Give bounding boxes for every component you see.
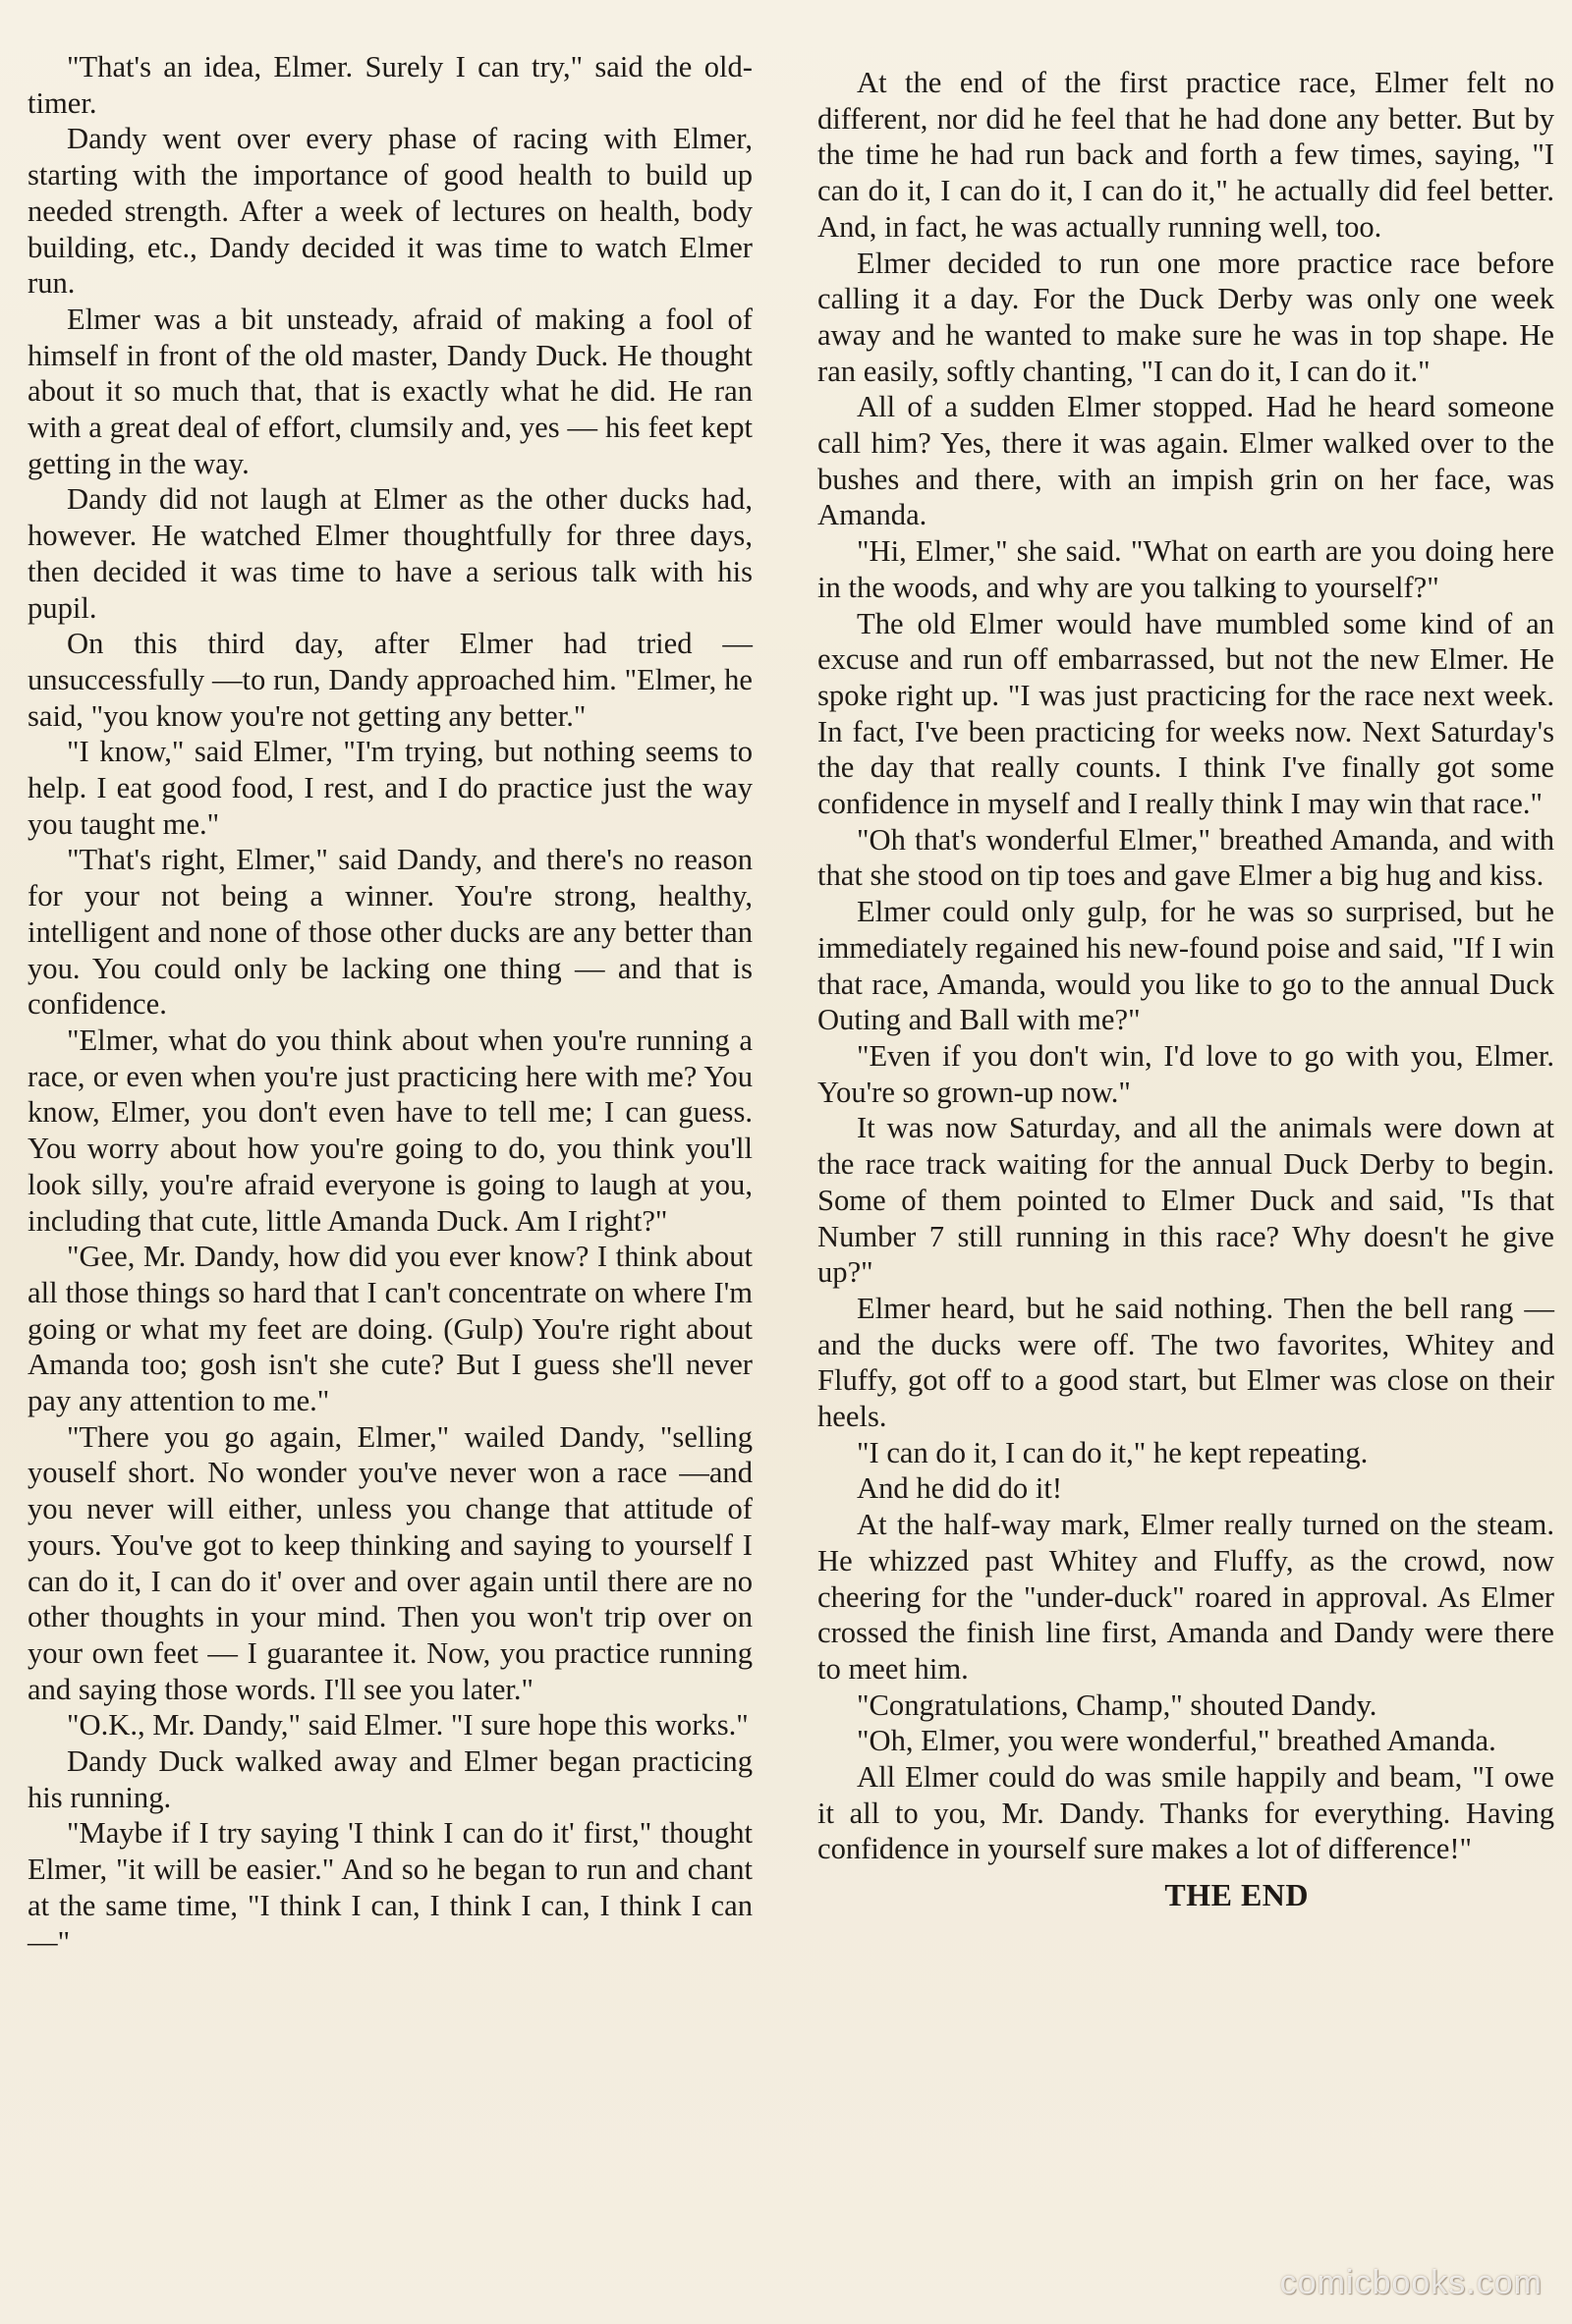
paragraph: On this third day, after Elmer had tried — unsuccessfully —to run, Dandy approached him. "Elmer, he said, "you know you're not getting any better." [28,627,753,733]
paragraph: "Maybe if I try saying 'I think I can do it' first," thought Elmer, "it will be easier." And so he began to run and chant at the same time, "I think I can, I think I can, I think I can —" [28,1816,753,1959]
paragraph: "Oh that's wonderful Elmer," breathed Amanda, and with that she stood on tip toes and gave Elmer a big hug and kiss. [817,822,1554,893]
paragraph: Dandy went over every phase of racing with Elmer, starting with the importance of good health to build up needed strength. After a week of lectures on health, body building, etc., Dandy decided it was time to watch Elmer run. [28,122,753,301]
paragraph: Dandy Duck walked away and Elmer began practicing his running. [28,1744,753,1814]
paragraph: Dandy did not laugh at Elmer as the other ducks had, however. He watched Elmer thoughtfully for three days, then decided it was time to have a serious talk with his pupil. [28,482,753,625]
paragraph: "Even if you don't win, I'd love to go with you, Elmer. You're so grown-up now." [817,1038,1554,1109]
paragraph: "Gee, Mr. Dandy, how did you ever know? I think about all those things so hard that I can't concentrate on where I'm going or what my feet are doing. (Gulp) You're right about Amanda too; gosh isn't she cute? But I guess she'll never pay any attention to me." [28,1240,753,1418]
paragraph: At the half-way mark, Elmer really turned on the steam. He whizzed past Whitey and Fluffy, as the crowd, now cheering for the "under-duck" roared in approval. As Elmer crossed the finish line first, Amanda and Dandy were there to meet him. [817,1508,1554,1686]
paragraph: All Elmer could do was smile happily and beam, "I owe it all to you, Mr. Dandy. Thanks for everything. Having confidence in yourself sure makes a lot of difference!" [817,1760,1554,1866]
site-watermark: comicbooks.com [1279,2264,1543,2301]
paragraph: "Hi, Elmer," she said. "What on earth are you doing here in the woods, and why are you talking to yourself?" [817,534,1554,604]
paragraph: At the end of the first practice race, Elmer felt no different, nor did he feel that he had done any better. But by the time he had run back and forth a few times, saying, "I can do it, I can do it, I can do it," he actually did feel better. And, in fact, he was actually running well, too. [817,66,1554,244]
the-end-label: THE END [1164,1877,1309,1913]
paragraph: "I know," said Elmer, "I'm trying, but nothing seems to help. I eat good food, I rest, and I do practice just the way you taught me." [28,735,753,841]
paragraph: All of a sudden Elmer stopped. Had he heard someone call him? Yes, there it was again. Elmer walked over to the bushes and there, with an impish grin on her face, was Amanda. [817,390,1554,532]
paragraph: Elmer heard, but he said nothing. Then the bell rang — and the ducks were off. The two favorites, Whitey and Fluffy, got off to a good start, but Elmer was close on their heels. [817,1291,1554,1434]
paragraph: Elmer could only gulp, for he was so surprised, but he immediately regained his new-found poise and said, "If I win that race, Amanda, would you like to go to the annual Duck Outing and Ball with me?" [817,895,1554,1037]
paragraph: "O.K., Mr. Dandy," said Elmer. "I sure hope this works." [67,1708,749,1743]
left-text-column [28,49,753,1960]
paragraph: "That's an idea, Elmer. Surely I can try," said the old-timer. [28,50,753,120]
paragraph: And he did do it! [857,1471,1063,1506]
right-text-column [817,65,1554,1913]
paragraph: Elmer was a bit unsteady, afraid of making a fool of himself in front of the old master, Dandy Duck. He thought about it so much that, that is exactly what he did. He ran with a great deal of effort, clumsily and, yes — his feet kept getting in the way. [28,302,753,480]
paragraph: "Elmer, what do you think about when you're running a race, or even when you're just practicing here with me? You know, Elmer, you don't even have to tell me; I can guess. You worry about how you're going to do, you think you'll look silly, you're afraid everyone is going to laugh at you, including that cute, little Amanda Duck. Am I right?" [28,1023,753,1238]
paragraph: Elmer decided to run one more practice race before calling it a day. For the Duck Derby was only one week away and he wanted to make sure he was in top shape. He ran easily, softly chanting, "I can do it, I can do it." [817,246,1554,388]
paragraph: "Congratulations, Champ," shouted Dandy. [857,1688,1377,1722]
paragraph: "That's right, Elmer," said Dandy, and there's no reason for your not being a winner. You're strong, healthy, intelligent and none of those other ducks are any better than you. You could only be lacking one thing — and that is confidence. [28,843,753,1022]
paragraph: The old Elmer would have mumbled some kind of an excuse and run off embarrassed, but not the new Elmer. He spoke right up. "I was just practicing for the race next week. In fact, I've been practicing for weeks now. Next Saturday's the day that really counts. I think I've finally got some confidence in myself and I really think I may win that race." [817,606,1554,821]
paragraph: "There you go again, Elmer," wailed Dandy, "selling youself short. No wonder you've never won a race —and you never will either, unless you change that attitude of yours. You've got to keep thinking and saying to yourself I can do it, I can do it' over and over again until there are no other thoughts in your mind. Then you won't trip over on your own feet — I guarantee it. Now, you practice running and saying those words. I'll see you later." [28,1419,753,1706]
paragraph: "Oh, Elmer, you were wonderful," breathed Amanda. [857,1724,1496,1758]
paragraph: It was now Saturday, and all the animals were down at the race track waiting for the annual Duck Derby to begin. Some of them pointed to Elmer Duck and said, "Is that Number 7 still running in this race? Why doesn't he give up?" [817,1111,1554,1290]
paragraph: "I can do it, I can do it," he kept repeating. [857,1435,1369,1469]
